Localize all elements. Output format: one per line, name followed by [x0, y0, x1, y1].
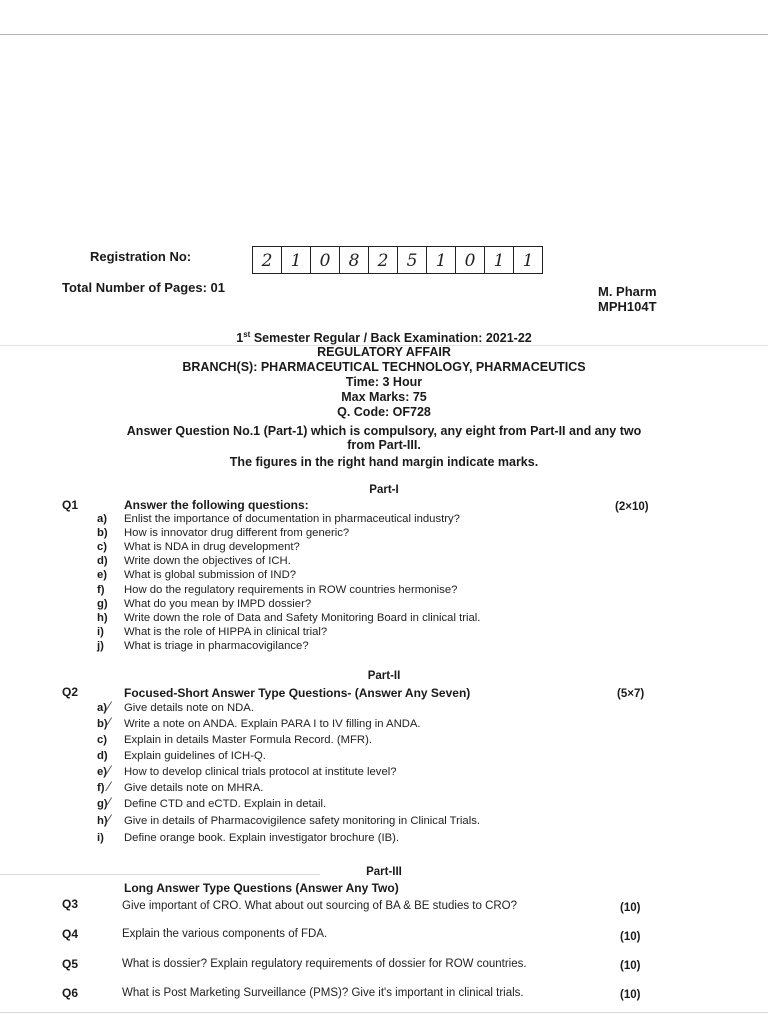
item-letter: g): [97, 798, 108, 810]
registration-digit: 2: [368, 246, 398, 274]
q1-heading: Answer the following questions:: [124, 498, 309, 512]
list-item: Define orange book. Explain investigator brochure (IB).: [124, 832, 400, 844]
list-item: Write down the objectives of ICH.: [124, 555, 291, 567]
item-letter: f): [97, 782, 105, 794]
registration-digit: 5: [397, 246, 427, 274]
question-number: Q5: [62, 957, 79, 971]
instruction-line-2: from Part-III.: [347, 438, 421, 452]
subject-title: REGULATORY AFFAIR: [317, 345, 451, 359]
registration-digit: 0: [455, 246, 485, 274]
part-3-title: Part-III: [366, 866, 402, 878]
item-letter: b): [97, 527, 108, 539]
list-item: Give details note on MHRA.: [124, 782, 264, 794]
question-marks: (10): [620, 989, 641, 1001]
part-1-title: Part-I: [369, 484, 399, 496]
check-mark-icon: ⁄: [108, 698, 111, 714]
exam-time: Time: 3 Hour: [345, 375, 423, 389]
registration-digit: 1: [426, 246, 456, 274]
list-item: What do you mean by IMPD dossier?: [124, 598, 312, 610]
question-marks: (10): [620, 931, 641, 943]
item-letter: f): [97, 584, 105, 596]
list-item: Define CTD and eCTD. Explain in detail.: [124, 798, 327, 810]
item-letter: d): [97, 555, 108, 567]
item-letter: e): [97, 569, 108, 581]
list-item: What is Post Marketing Surveillance (PMS)? Give it's important in clinical trials.: [122, 987, 524, 999]
list-item: How is innovator drug different from generic?: [124, 527, 350, 539]
question-code: Q. Code: OF728: [337, 405, 431, 419]
registration-digit: 1: [513, 246, 543, 274]
item-letter: a): [97, 513, 108, 525]
list-item: Enlist the importance of documentation in pharmaceutical industry?: [124, 513, 460, 525]
q1-number: Q1: [62, 498, 79, 512]
registration-number-boxes: [253, 246, 543, 274]
list-item: What is dossier? Explain regulatory requirements of dossier for ROW countries.: [122, 958, 527, 970]
list-item: How to develop clinical trials protocol at institute level?: [124, 766, 397, 778]
registration-digit: 8: [339, 246, 369, 274]
list-item: Give details note on NDA.: [124, 702, 254, 714]
total-pages: Total Number of Pages: 01: [62, 280, 226, 295]
list-item: Explain guidelines of ICH-Q.: [124, 750, 266, 762]
list-item: Explain in details Master Formula Record. (MFR).: [124, 734, 372, 746]
question-number: Q6: [62, 986, 79, 1000]
instruction-line-1: Answer Question No.1 (Part-1) which is compulsory, any eight from Part-II and any two: [126, 424, 642, 438]
item-letter: b): [97, 718, 108, 730]
list-item: Write down the role of Data and Safety Monitoring Board in clinical trial.: [124, 612, 481, 624]
check-mark-icon: ⁄: [108, 811, 111, 827]
course-code: MPH104T: [598, 299, 657, 314]
check-mark-icon: ⁄: [108, 714, 111, 730]
scan-top-edge: [0, 0, 768, 35]
q2-number: Q2: [62, 685, 79, 699]
question-number: Q4: [62, 927, 79, 941]
registration-digit: 0: [310, 246, 340, 274]
item-letter: h): [97, 612, 108, 624]
list-item: Give in details of Pharmacovigilence safety monitoring in Clinical Trials.: [124, 815, 481, 827]
program-name: M. Pharm: [598, 284, 657, 299]
registration-digit: 2: [252, 246, 282, 274]
list-item: Write a note on ANDA. Explain PARA I to IV filling in ANDA.: [124, 718, 421, 730]
registration-digit: 1: [484, 246, 514, 274]
list-item: Explain the various components of FDA.: [122, 928, 328, 940]
check-mark-icon: ⁄: [108, 762, 111, 778]
branch-line: BRANCH(S): PHARMACEUTICAL TECHNOLOGY, PHARMACEUTICS: [182, 360, 586, 374]
item-letter: h): [97, 815, 108, 827]
list-item: What is the role of HIPPA in clinical trial?: [124, 626, 328, 638]
semester-line: [0, 330, 768, 345]
list-item: What is triage in pharmacovigilance?: [124, 640, 309, 652]
item-letter: g): [97, 598, 108, 610]
item-letter: c): [97, 734, 108, 746]
scan-bottom-line: [0, 1012, 768, 1013]
question-number: Q3: [62, 897, 79, 911]
list-item: Give important of CRO. What about out sourcing of BA & BE studies to CRO?: [122, 900, 518, 912]
registration-digit: 1: [281, 246, 311, 274]
question-marks: (10): [620, 960, 641, 972]
q3-heading: Long Answer Type Questions (Answer Any Two): [124, 881, 399, 895]
q2-marks: (5×7): [617, 688, 645, 700]
item-letter: i): [97, 832, 104, 844]
semester-text: Semester Regular / Back Examination: 2021-22: [253, 331, 532, 346]
list-item: What is NDA in drug development?: [124, 541, 300, 553]
q1-marks: (2×10): [615, 501, 649, 513]
max-marks: Max Marks: 75: [341, 390, 427, 404]
instruction-line-3: The figures in the right hand margin indicate marks.: [229, 455, 539, 469]
check-mark-icon: ⁄: [108, 794, 111, 810]
part-2-title: Part-II: [367, 670, 401, 682]
semester-ordinal: 1: [236, 331, 244, 346]
item-letter: i): [97, 626, 104, 638]
scan-line: [0, 874, 320, 875]
semester-suffix: st: [243, 330, 251, 339]
item-letter: a): [97, 702, 108, 714]
item-letter: c): [97, 541, 108, 553]
item-letter: e): [97, 766, 108, 778]
item-letter: j): [97, 640, 104, 652]
item-letter: d): [97, 750, 108, 762]
list-item: How do the regulatory requirements in ROW countries hermonise?: [124, 584, 458, 596]
q2-heading: Focused-Short Answer Type Questions- (Answer Any Seven): [124, 686, 471, 700]
check-mark-icon: ⁄: [108, 778, 111, 794]
question-marks: (10): [620, 902, 641, 914]
list-item: What is global submission of IND?: [124, 569, 297, 581]
registration-label: Registration No:: [90, 249, 192, 264]
